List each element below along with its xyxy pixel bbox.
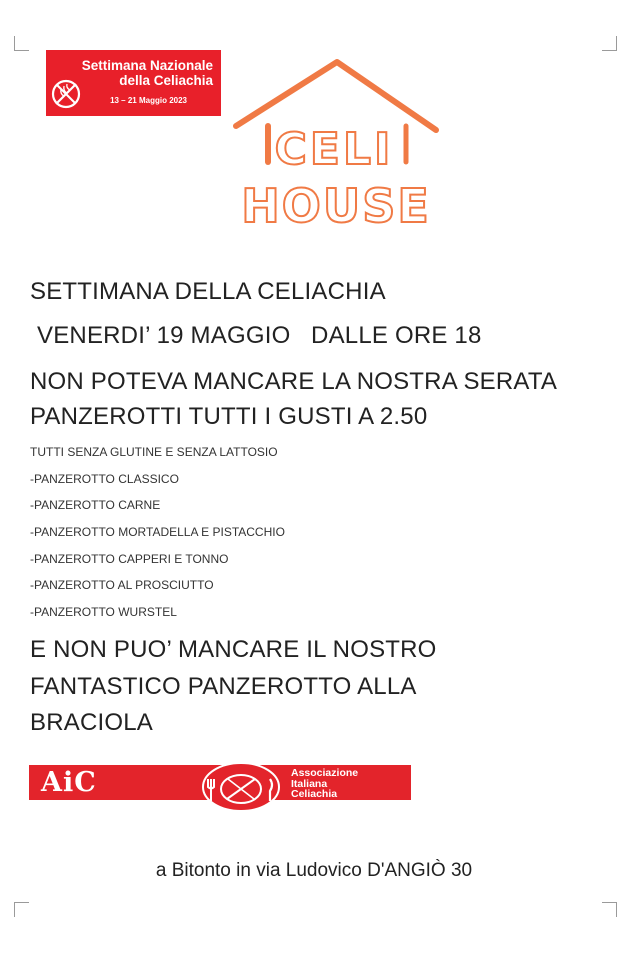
menu-item: -PANZEROTTO WURSTEL: [30, 605, 177, 619]
crop-mark-top-left: [14, 36, 29, 51]
aic-seal-icon: [195, 749, 287, 811]
menu-item: -PANZEROTTO AL PROSCIUTTO: [30, 578, 214, 592]
aic-name-line2: Italiana: [291, 777, 328, 790]
headline-line3: NON POTEVA MANCARE LA NOSTRA SERATA: [30, 368, 558, 395]
brand-line1: CELI: [274, 124, 394, 175]
closing-line3: BRACIOLA: [30, 709, 153, 736]
address: a Bitonto in via Ludovico D'ANGIÒ 30: [155, 860, 473, 881]
event-date-time: VENERDI’ 19 MAGGIO DALLE ORE 18: [37, 322, 482, 349]
aic-name-line3: Celiachia: [291, 788, 338, 800]
snc-title-line2: della Celiachia: [119, 73, 213, 88]
closing-line2: FANTASTICO PANZEROTTO ALLA: [30, 673, 417, 700]
closing-line1: E NON PUO’ MANCARE IL NOSTRO: [30, 636, 437, 663]
brand-line2: HOUSE: [241, 179, 431, 233]
snc-title-line1: Settimana Nazionale: [81, 58, 213, 73]
menu-intro: TUTTI SENZA GLUTINE E SENZA LATTOSIO: [30, 445, 278, 459]
menu-item: -PANZEROTTO CLASSICO: [30, 472, 179, 486]
event-title: SETTIMANA DELLA CELIACHIA: [30, 278, 386, 305]
aic-acronym: AiC: [41, 767, 97, 798]
aic-name: [291, 768, 358, 800]
crop-mark-bottom-right: [602, 902, 617, 917]
menu-item: -PANZEROTTO MORTADELLA E PISTACCHIO: [30, 525, 285, 539]
menu-item: -PANZEROTTO CARNE: [30, 498, 161, 512]
crop-mark-bottom-left: [14, 902, 29, 917]
aic-seal-text: Alimentazione Fuori Casa: [195, 749, 287, 757]
menu-item: -PANZEROTTO CAPPERI E TONNO: [30, 552, 229, 566]
snc-dates: 13 – 21 Maggio 2023: [110, 96, 187, 105]
headline-line4: PANZEROTTI TUTTI I GUSTI A 2.50: [30, 403, 428, 430]
crop-mark-top-right: [602, 36, 617, 51]
aic-name-line1: Associazione: [291, 767, 359, 779]
aic-logo: [29, 749, 411, 800]
settimana-celiachia-logo: [46, 50, 221, 116]
celi-house-logo: [232, 56, 442, 231]
